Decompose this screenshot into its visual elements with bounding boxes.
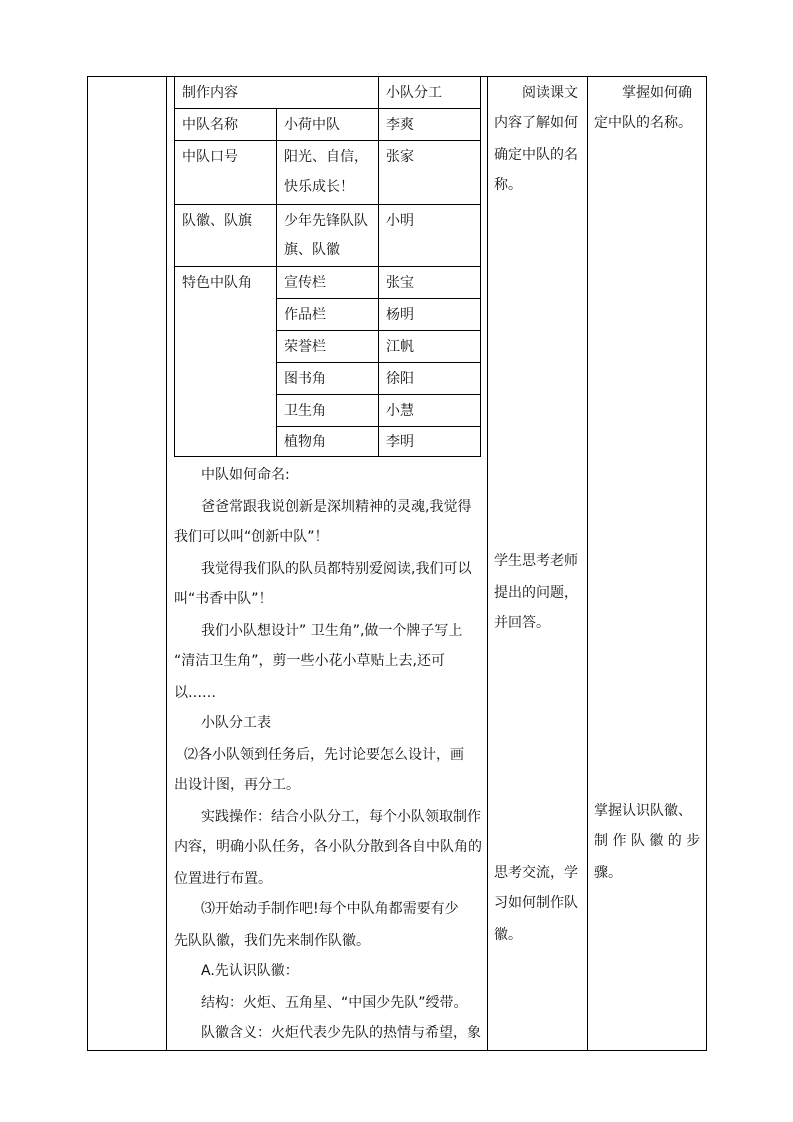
- student-activity-1-line-2: 内容了解如何: [494, 115, 578, 131]
- outer-col-divider-1: [166, 76, 167, 1051]
- naming-title: 中队如何命名:: [201, 467, 290, 483]
- student-activity-2-line-2: 提出的问题，: [494, 585, 578, 601]
- outer-table-bottom-border: [87, 1050, 707, 1051]
- inner-row-emblem-item: 队徽、队旗: [182, 213, 252, 229]
- student-activity-1-line-1: 阅读课文: [522, 85, 578, 101]
- goal-2-line-2: 制 作 队 徽 的 步: [594, 833, 701, 849]
- paragraph-2-line-1: 我觉得我们队的队员都特别爱阅读,我们可以: [201, 561, 472, 577]
- corner-sub-detail-6: 植物角: [284, 434, 326, 450]
- corner-sub-member-6: 李明: [386, 434, 414, 450]
- inner-row-slogan-item: 中队口号: [182, 149, 238, 165]
- emblem-meaning: 队徽含义：火炬代表少先队的热情与希望，象: [201, 1025, 481, 1041]
- division-table-title: 小队分工表: [201, 715, 271, 731]
- step-3-line-1: ⑶开始动手制作吧!每个中队角都需要有少: [201, 901, 459, 917]
- corner-sub-detail-3: 荣誉栏: [284, 339, 326, 355]
- inner-col-divider-1: [276, 108, 277, 457]
- practice-line-1: 实践操作：结合小队分工，每个小队领取制作: [201, 809, 481, 825]
- student-activity-2-line-3: 并回答。: [494, 615, 550, 631]
- paragraph-1-line-1: 爸爸常跟我说创新是深圳精神的灵魂,我觉得: [201, 499, 472, 515]
- inner-row-emblem-member: 小明: [386, 213, 414, 229]
- inner-table-bottom-border: [174, 456, 481, 457]
- paragraph-3-line-2: “清洁卫生角”，剪一些小花小草贴上去,还可: [174, 653, 445, 669]
- inner-row-emblem-detail-1: 少年先锋队队: [284, 213, 368, 229]
- goal-1-line-2: 定中队的名称。: [594, 115, 692, 131]
- corner-sub-member-4: 徐阳: [386, 371, 414, 387]
- student-activity-3-line-1: 思考交流，学: [494, 865, 578, 881]
- practice-line-3: 位置进行布置。: [174, 871, 272, 887]
- emblem-a-title: A.先认识队徽：: [201, 963, 299, 979]
- student-activity-1-line-3: 确定中队的名: [494, 147, 578, 163]
- inner-row-slogan-detail-2: 快乐成长！: [284, 179, 354, 195]
- inner-row-slogan-member: 张家: [386, 149, 414, 165]
- outer-col-divider-3: [587, 76, 588, 1051]
- outer-table-left-border: [87, 76, 88, 1051]
- inner-row-emblem-detail-2: 旗、队徽: [284, 242, 340, 258]
- goal-1-line-1: 掌握如何确: [622, 85, 692, 101]
- student-activity-2-line-1: 学生思考老师: [494, 553, 578, 569]
- paragraph-3-line-1: 我们小队想设计” 卫生角”,做一个牌子写上: [201, 623, 463, 639]
- paragraph-3-line-3: 以……: [174, 685, 216, 701]
- paragraph-2-line-2: 叫“书香中队”！: [174, 591, 273, 607]
- student-activity-1-line-4: 称。: [494, 177, 522, 193]
- step-2-line-1: ⑵各小队领到任务后，先讨论要怎么设计，画: [184, 747, 464, 763]
- inner-row-name-item: 中队名称: [182, 117, 238, 133]
- step-3-line-2: 先队队徽，我们先来制作队徽。: [174, 933, 370, 949]
- inner-row-corner-item: 特色中队角: [182, 275, 252, 291]
- practice-line-2: 内容，明确小队任务，各小队分散到各自中队角的: [174, 839, 482, 855]
- emblem-structure: 结构：火炬、五角星、“中国少先队”绶带。: [201, 995, 468, 1011]
- inner-row-slogan-detail-1: 阳光、自信，: [284, 149, 368, 165]
- corner-sub-member-1: 张宝: [386, 275, 414, 291]
- corner-sub-member-2: 杨明: [386, 307, 414, 323]
- step-2-line-2: 出设计图，再分工。: [174, 777, 300, 793]
- inner-header-division: 小队分工: [386, 85, 442, 101]
- inner-header-content: 制作内容: [182, 85, 238, 101]
- corner-sub-detail-5: 卫生角: [284, 403, 326, 419]
- goal-2-line-1: 掌握认识队徽、: [594, 803, 692, 819]
- corner-sub-member-5: 小慧: [386, 403, 414, 419]
- student-activity-3-line-3: 徽。: [494, 927, 522, 943]
- paragraph-1-line-2: 我们可以叫“创新中队”！: [174, 529, 329, 545]
- outer-col-divider-2: [487, 76, 488, 1051]
- corner-sub-detail-4: 图书角: [284, 371, 326, 387]
- student-activity-3-line-2: 习如何制作队: [494, 895, 578, 911]
- corner-sub-member-3: 江帆: [386, 339, 414, 355]
- outer-table-right-border: [706, 76, 707, 1051]
- corner-sub-detail-2: 作品栏: [284, 307, 326, 323]
- corner-sub-detail-1: 宣传栏: [284, 275, 326, 291]
- goal-2-line-3: 骤。: [594, 865, 622, 881]
- inner-row-name-detail: 小荷中队: [284, 117, 340, 133]
- inner-row-name-member: 李爽: [386, 117, 414, 133]
